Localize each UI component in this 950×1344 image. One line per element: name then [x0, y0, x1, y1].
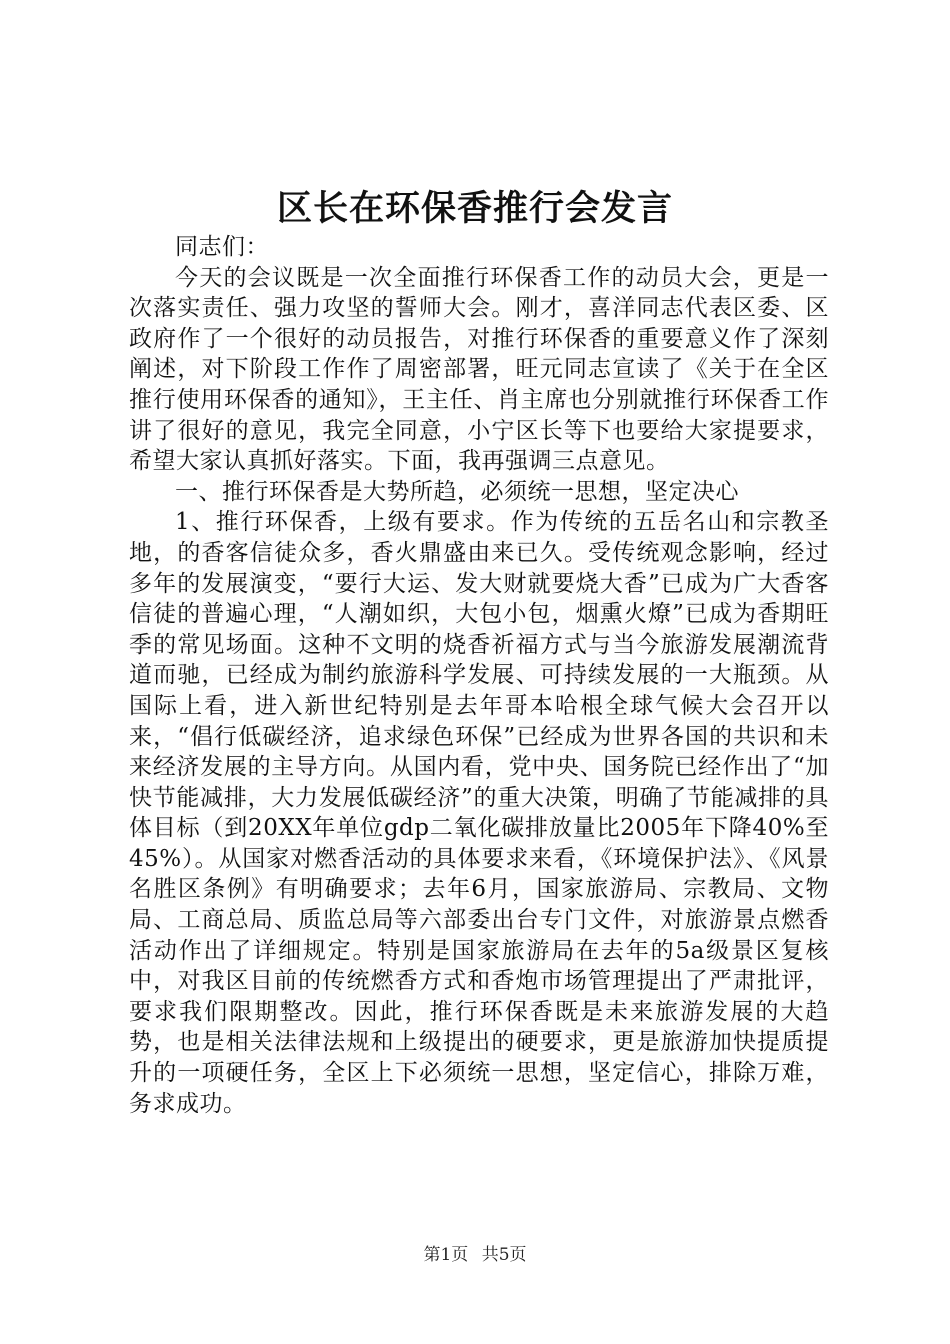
document-body	[129, 232, 829, 1119]
page-footer	[0, 1243, 950, 1267]
document-title: 区长在环保香推行会发言	[276, 188, 673, 229]
paragraph-intro: 今天的会议既是一次全面推行环保香工作的动员大会，更是一次落实责任、强力攻坚的誓师大会。刚才，喜洋同志代表区委、区政府作了一个很好的动员报告，对推行环保香的重要意义作了深刻阐述，对下阶段工作作了周密部署，旺元同志宣读了《关于在全区推行使用环保香的通知》，王主任、肖主席也分别就推行环保香工作讲了很好的意见，我完全同意，小宁区长等下也要给大家提要求，希望大家认真抓好落实。下面，我再强调三点意见。	[129, 264, 829, 475]
paragraph-point-1: 1、推行环保香，上级有要求。作为传统的五岳名山和宗教圣地，的香客信徒众多，香火鼎盛由来已久。受传统观念影响，经过多年的发展演变，“要行大运、发大财就要烧大香”已成为广大香客信徒的普遍心理，“人潮如织，大包小包，烟熏火燎”已成为香期旺季的常见场面。这种不文明的烧香祈福方式与当今旅游发展潮流背道而驰，已经成为制约旅游科学发展、可持续发展的一大瓶颈。从国际上看，进入新世纪特别是去年哥本哈根全球气候大会召开以来，“倡行低碳经济，追求绿色环保”已经成为世界各国的共识和未来经济发展的主导方向。从国内看，党中央、国务院已经作出了“加快节能减排，大力发展低碳经济”的重大决策，明确了节能减排的具体目标（到20XX年单位gdp二氧化碳排放量比2005年下降40%至45%）。从国家对燃香活动的具体要求来看，《环境保护法》、《风景名胜区条例》有明确要求；去年6月，国家旅游局、宗教局、文物局、工商总局、质监总局等六部委出台专门文件，对旅游景点燃香活动作出了详细规定。特别是国家旅游局在去年的5a级景区复核中，对我区目前的传统燃香方式和香炮市场管理提出了严肃批评，要求我们限期整改。因此，推行环保香既是未来旅游发展的大趋势，也是相关法律法规和上级提出的硬要求，更是旅游加快提质提升的一项硬任务，全区上下必须统一思想，坚定信心，排除万难，务求成功。	[129, 509, 829, 1117]
page-total: 共5页	[481, 1245, 527, 1265]
section-heading-1: 一、推行环保香是大势所趋，必须统一思想，坚定决心	[175, 478, 739, 505]
salutation: 同志们：	[175, 234, 269, 260]
page-number: 第1页	[423, 1245, 469, 1265]
